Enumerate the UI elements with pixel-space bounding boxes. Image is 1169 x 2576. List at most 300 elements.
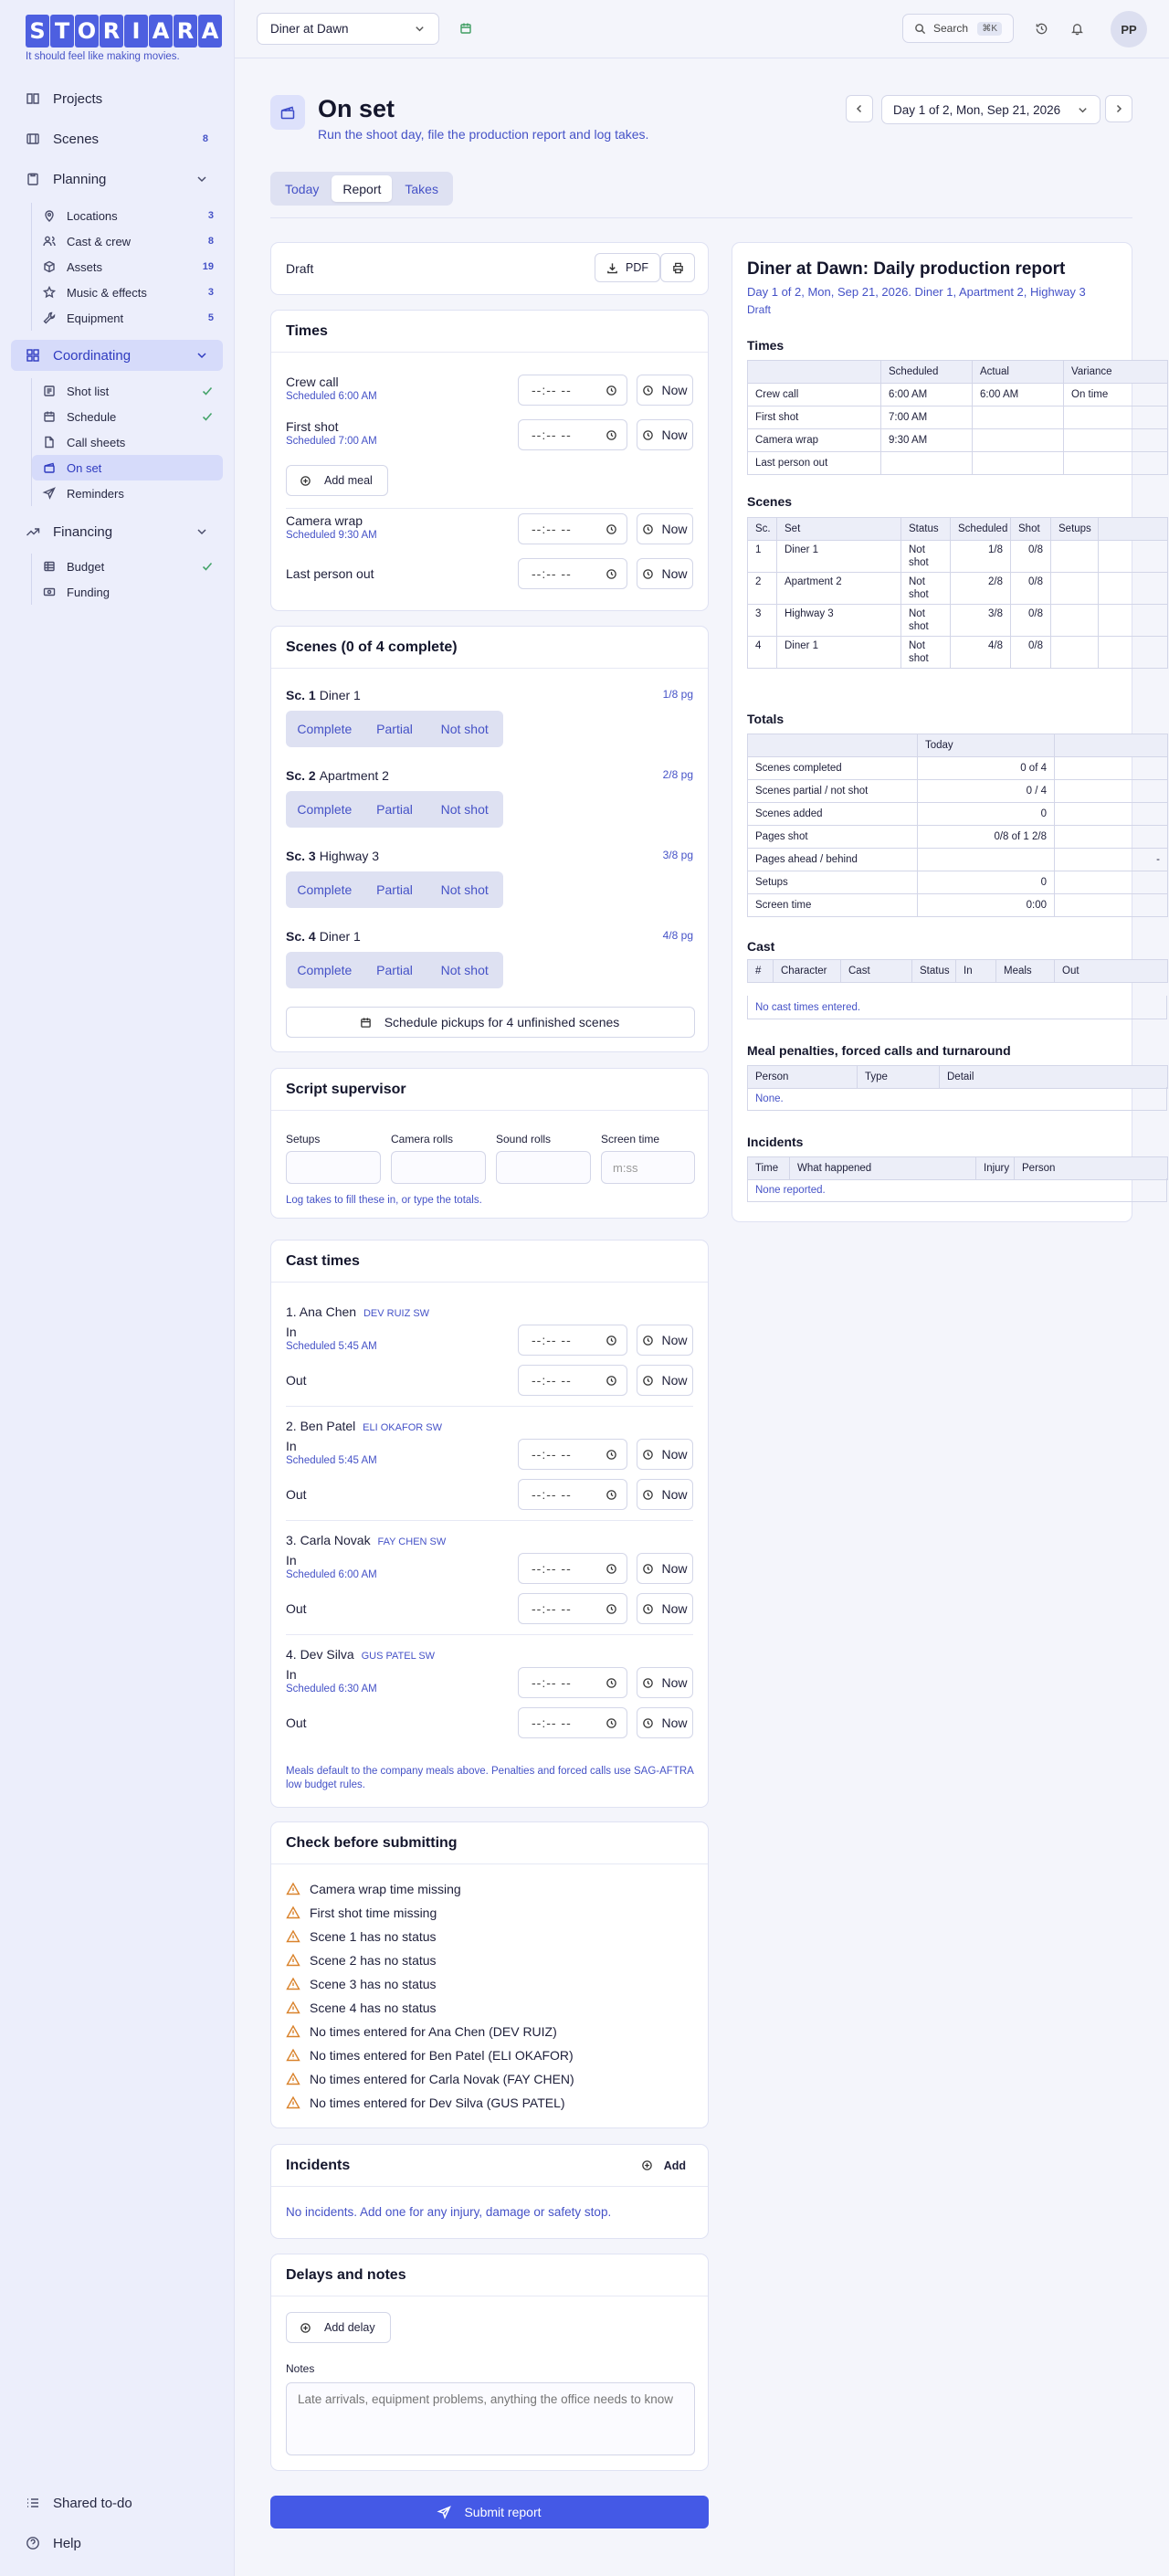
table-row xyxy=(748,452,1168,475)
sidebar-section-label: Financing xyxy=(53,523,113,540)
clock-icon xyxy=(606,1717,617,1729)
sidebar-item-projects[interactable] xyxy=(11,86,223,111)
warning-triangle-icon xyxy=(286,2024,300,2039)
table-cell xyxy=(1051,541,1099,573)
table-cell xyxy=(1055,826,1168,849)
time-placeholder: --:-- -- xyxy=(532,522,572,536)
map-pin-icon xyxy=(43,209,56,222)
warning-triangle-icon xyxy=(286,2048,300,2063)
previous-day-button[interactable] xyxy=(846,95,873,122)
warning-triangle-icon xyxy=(286,1953,300,1968)
cast-out-row xyxy=(286,1707,693,1740)
table-cell xyxy=(1055,894,1168,917)
sidebar-section-financing[interactable] xyxy=(11,519,223,544)
report-totals-title: Totals xyxy=(747,712,785,726)
table-header: Sc. xyxy=(748,518,777,541)
table-cell: Scenes completed xyxy=(748,757,918,780)
users-icon xyxy=(43,235,56,248)
table-cell: Not shot xyxy=(901,573,951,605)
cast-actor-name: DEV RUIZ SW xyxy=(363,1308,430,1319)
time-scheduled: Scheduled 6:00 AM xyxy=(286,391,377,402)
table-header-row xyxy=(748,518,1168,541)
sidebar-item-funding[interactable] xyxy=(32,579,223,605)
setups-input[interactable] xyxy=(286,1151,381,1184)
calendar-icon[interactable] xyxy=(459,22,472,35)
now-label: Now xyxy=(661,1333,688,1347)
time-placeholder: --:-- -- xyxy=(532,566,572,581)
calendar-icon xyxy=(43,410,56,423)
sidebar-item-music-effects[interactable] xyxy=(32,280,223,305)
scene-status-segmented xyxy=(286,871,503,908)
cast-in-row xyxy=(286,1553,693,1589)
time-placeholder: --:-- -- xyxy=(532,1333,572,1347)
download-icon xyxy=(606,262,618,274)
checks-list xyxy=(286,1877,695,2115)
camera-wrap-time-input[interactable] xyxy=(518,513,627,544)
page-title: On set xyxy=(318,95,395,122)
star-icon xyxy=(43,286,56,299)
search-label: Search xyxy=(933,22,969,35)
table-row xyxy=(748,871,1168,894)
time-placeholder: --:-- -- xyxy=(532,1601,572,1616)
document-icon xyxy=(43,436,56,449)
table-cell: Scenes added xyxy=(748,803,918,826)
table-header: Type xyxy=(858,1066,940,1089)
status-not-shot[interactable]: Not shot xyxy=(440,963,489,977)
warning-triangle-icon xyxy=(286,2096,300,2110)
next-day-button[interactable] xyxy=(1105,95,1132,122)
sidebar-item-help[interactable] xyxy=(11,2530,223,2556)
table-cell: Setups xyxy=(748,871,918,894)
cast-out-row xyxy=(286,1479,693,1512)
table-header: Actual xyxy=(973,361,1064,384)
table-cell xyxy=(881,452,973,475)
report-status-bar xyxy=(270,242,709,295)
scene-number: Sc. 1 xyxy=(286,688,316,702)
status-partial[interactable]: Partial xyxy=(376,963,413,977)
sidebar-item-label: Projects xyxy=(53,90,103,107)
table-header: Person xyxy=(748,1066,858,1089)
clock-icon xyxy=(642,385,654,396)
sidebar-item-scenes[interactable] xyxy=(11,126,223,152)
table-row xyxy=(748,803,1168,826)
plus-circle-icon xyxy=(300,475,311,487)
cast-in-label: In xyxy=(286,1325,297,1339)
clock-icon xyxy=(642,1717,654,1729)
cast-out-now-button[interactable] xyxy=(637,1593,693,1624)
time-row-first-shot xyxy=(286,419,693,456)
check-text: Scene 2 has no status xyxy=(310,1953,437,1968)
table-cell: First shot xyxy=(748,406,881,429)
sidebar-section-planning[interactable] xyxy=(11,166,223,192)
sidebar-section-label: Planning xyxy=(53,171,107,187)
clapperboard-icon xyxy=(43,461,56,474)
table-cell: 3/8 xyxy=(951,605,1011,637)
incidents-title-label: Incidents xyxy=(286,2157,351,2173)
clock-icon xyxy=(606,1375,617,1387)
divider xyxy=(286,508,693,509)
cast-actor-name: FAY CHEN SW xyxy=(377,1536,447,1547)
now-label: Now xyxy=(661,1447,688,1462)
time-scheduled: Scheduled 7:00 AM xyxy=(286,436,377,447)
cast-out-now-button[interactable] xyxy=(637,1707,693,1738)
field-label: Sound rolls xyxy=(496,1133,552,1145)
table-cell: 1 xyxy=(748,541,777,573)
report-status: Draft xyxy=(747,303,772,316)
add-incident-button[interactable] xyxy=(634,2152,693,2180)
check-item xyxy=(286,2020,695,2043)
locations-count: 3 xyxy=(207,210,214,221)
cast-out-time-input[interactable] xyxy=(518,1593,627,1624)
check-item xyxy=(286,2091,695,2115)
sidebar-item-label: Budget xyxy=(67,559,105,574)
cast-in-time-input[interactable] xyxy=(518,1553,627,1584)
submit-report-button[interactable] xyxy=(270,2496,709,2528)
clock-icon xyxy=(642,429,654,441)
time-label: Crew call xyxy=(286,375,339,389)
sidebar-item-label: Scenes xyxy=(53,131,100,147)
camera-rolls-input[interactable] xyxy=(391,1151,486,1184)
table-header: What happened xyxy=(790,1157,976,1180)
table-cell: 4 xyxy=(748,637,777,669)
report-penalties-empty: None. xyxy=(747,1087,1167,1111)
status-complete[interactable]: Complete xyxy=(297,963,353,977)
tab-takes[interactable]: Takes xyxy=(405,181,438,196)
add-meal-button[interactable] xyxy=(286,465,388,496)
clock-icon xyxy=(606,568,617,580)
cast-out-label: Out xyxy=(286,1601,307,1616)
last-person-out-time-input[interactable] xyxy=(518,558,627,589)
now-label: Now xyxy=(661,1716,688,1730)
book-icon xyxy=(26,91,40,106)
project-select[interactable] xyxy=(257,13,439,45)
sidebar-section-label: Coordinating xyxy=(53,347,132,364)
table-cell xyxy=(1064,406,1168,429)
table-cell xyxy=(918,849,1055,871)
table-cell: 7:00 AM xyxy=(881,406,973,429)
cast-in-time-input[interactable] xyxy=(518,1325,627,1356)
check-item xyxy=(286,1948,695,1972)
now-label: Now xyxy=(661,383,688,397)
banknote-icon xyxy=(43,586,56,598)
sidebar-item-on-set[interactable] xyxy=(32,455,223,480)
chevron-down-icon xyxy=(414,23,426,35)
status-partial[interactable]: Partial xyxy=(376,722,413,736)
now-label: Now xyxy=(661,522,688,536)
day-select[interactable] xyxy=(881,95,1101,124)
cast-header xyxy=(286,1419,442,1433)
status-partial[interactable]: Partial xyxy=(376,802,413,817)
cast-out-time-input[interactable] xyxy=(518,1479,627,1510)
divider xyxy=(286,1634,693,1635)
report-cast-table xyxy=(747,959,1168,983)
sidebar-item-schedule[interactable] xyxy=(32,404,223,429)
first-shot-now-button[interactable] xyxy=(637,419,693,450)
table-cell: Highway 3 xyxy=(777,605,901,637)
clock-icon xyxy=(642,1603,654,1615)
scene-pages: 2/8 pg xyxy=(662,768,693,781)
check-before-submitting-card xyxy=(270,1821,709,2128)
check-icon xyxy=(201,560,214,573)
scene-number: Sc. 4 xyxy=(286,929,316,944)
divider xyxy=(286,1520,693,1521)
time-row-last-person-out xyxy=(286,558,693,595)
table-header: Scheduled xyxy=(951,518,1011,541)
table-header-row xyxy=(748,1066,1168,1089)
sidebar-item-label: Shot list xyxy=(67,384,110,398)
help-circle-icon xyxy=(26,2536,40,2550)
incidents-empty: No incidents. Add one for any injury, damage or safety stop. xyxy=(286,2205,612,2219)
print-button[interactable] xyxy=(660,253,695,282)
check-item xyxy=(286,1877,695,1901)
incidents-card xyxy=(270,2144,709,2239)
report-incidents-empty: None reported. xyxy=(747,1178,1167,1202)
submit-report-label: Submit report xyxy=(464,2505,542,2519)
plus-circle-icon xyxy=(641,2159,653,2171)
check-item xyxy=(286,1925,695,1948)
clock-icon xyxy=(606,1563,617,1575)
cast-in-now-button[interactable] xyxy=(637,1667,693,1698)
table-cell: 0 of 4 xyxy=(918,757,1055,780)
check-item xyxy=(286,1972,695,1996)
cast-actor-name: ELI OKAFOR SW xyxy=(363,1422,442,1433)
table-cell: Pages shot xyxy=(748,826,918,849)
pdf-label: PDF xyxy=(626,261,648,274)
table-cell: 2 xyxy=(748,573,777,605)
scene-name: Diner 1 xyxy=(319,688,361,702)
scene-pages: 1/8 pg xyxy=(662,688,693,701)
status-partial[interactable]: Partial xyxy=(376,882,413,897)
table-row xyxy=(748,429,1168,452)
table-cell xyxy=(1051,573,1099,605)
status-not-shot[interactable]: Not shot xyxy=(440,882,489,897)
table-cell xyxy=(1099,605,1168,637)
checks-title: Check before submitting xyxy=(271,1822,708,1864)
notes-label: Notes xyxy=(286,2362,315,2375)
cast-header xyxy=(286,1533,446,1547)
sidebar-item-assets[interactable] xyxy=(32,254,223,280)
status-complete[interactable]: Complete xyxy=(297,882,353,897)
clock-icon xyxy=(606,385,617,396)
cast-in-now-button[interactable] xyxy=(637,1553,693,1584)
plus-circle-icon xyxy=(300,2322,311,2334)
table-header: Detail xyxy=(940,1066,1168,1089)
pdf-button[interactable] xyxy=(595,253,660,282)
table-header: Cast xyxy=(841,960,912,983)
table-cell: Apartment 2 xyxy=(777,573,901,605)
cast-times-card xyxy=(270,1240,709,1808)
clapperboard-icon xyxy=(279,104,296,121)
page-subtitle: Run the shoot day, file the production report and log takes. xyxy=(318,127,649,142)
bell-icon[interactable] xyxy=(1070,22,1084,36)
sidebar-item-shared-todo[interactable] xyxy=(11,2490,223,2516)
add-meal-label: Add meal xyxy=(324,474,373,487)
table-cell: 9:30 AM xyxy=(881,429,973,452)
sidebar-item-label: Help xyxy=(53,2535,81,2551)
delays-title: Delays and notes xyxy=(271,2254,708,2296)
table-header: Today xyxy=(918,734,1055,757)
check-text: Scene 1 has no status xyxy=(310,1929,437,1944)
cast-out-row xyxy=(286,1365,693,1398)
cast-scheduled: Scheduled 5:45 AM xyxy=(286,1455,377,1466)
history-icon[interactable] xyxy=(1035,22,1048,36)
warning-triangle-icon xyxy=(286,1906,300,1920)
table-row xyxy=(748,780,1168,803)
table-cell: On time xyxy=(1064,384,1168,406)
cast-character-name: 2. Ben Patel xyxy=(286,1419,356,1433)
first-shot-time-input[interactable] xyxy=(518,419,627,450)
cast-out-now-button[interactable] xyxy=(637,1365,693,1396)
status-not-shot[interactable]: Not shot xyxy=(440,802,489,817)
table-cell xyxy=(1099,637,1168,669)
table-header: Setups xyxy=(1051,518,1099,541)
table-cell xyxy=(1099,573,1168,605)
sidebar-section-coordinating[interactable] xyxy=(11,340,223,371)
table-header: Time xyxy=(748,1157,790,1180)
calendar-icon xyxy=(360,1017,372,1029)
tab-today[interactable]: Today xyxy=(285,181,320,196)
now-label: Now xyxy=(661,566,688,581)
report-title: Diner at Dawn: Daily production report xyxy=(747,259,1066,279)
time-placeholder: --:-- -- xyxy=(532,1487,572,1502)
sidebar-item-label: Call sheets xyxy=(67,435,126,449)
clock-icon xyxy=(642,1563,654,1575)
table-cell xyxy=(973,452,1064,475)
search-shortcut: ⌘K xyxy=(977,22,1002,36)
field-label: Setups xyxy=(286,1133,321,1145)
add-delay-button[interactable] xyxy=(286,2312,391,2343)
clipboard-icon xyxy=(26,172,40,186)
table-cell: 0 xyxy=(918,871,1055,894)
camera-wrap-now-button[interactable] xyxy=(637,513,693,544)
delays-notes-card xyxy=(270,2254,709,2471)
table-cell: Not shot xyxy=(901,605,951,637)
tagline: It should feel like making movies. xyxy=(26,51,180,62)
table-header xyxy=(1099,518,1168,541)
table-header: Character xyxy=(774,960,841,983)
table-header: Injury xyxy=(976,1157,1015,1180)
scene-item xyxy=(286,688,693,747)
warning-triangle-icon xyxy=(286,1977,300,1991)
grid-icon xyxy=(26,348,40,363)
clock-icon xyxy=(642,523,654,535)
sidebar-item-cast-crew[interactable] xyxy=(32,228,223,254)
sidebar-item-reminders[interactable] xyxy=(32,480,223,506)
search-button[interactable] xyxy=(902,14,1014,43)
scene-name: Diner 1 xyxy=(319,929,361,944)
status-complete[interactable]: Complete xyxy=(297,802,353,817)
cast-scheduled: Scheduled 6:00 AM xyxy=(286,1569,377,1580)
crew-call-now-button[interactable] xyxy=(637,375,693,406)
cast-in-label: In xyxy=(286,1553,297,1568)
notes-textarea[interactable] xyxy=(286,2382,695,2455)
table-row xyxy=(748,573,1168,605)
table-cell xyxy=(1064,452,1168,475)
table-cell: Diner 1 xyxy=(777,541,901,573)
check-item xyxy=(286,2043,695,2067)
cast-out-now-button[interactable] xyxy=(637,1479,693,1510)
table-header: Shot xyxy=(1011,518,1051,541)
table-cell xyxy=(973,406,1064,429)
table-cell xyxy=(1055,757,1168,780)
table-header-row xyxy=(748,361,1168,384)
cast-in-label: In xyxy=(286,1439,297,1453)
cast-out-time-input[interactable] xyxy=(518,1707,627,1738)
schedule-pickups-label: Schedule pickups for 4 unfinished scenes xyxy=(384,1015,620,1029)
cast-in-time-input[interactable] xyxy=(518,1667,627,1698)
table-row xyxy=(748,384,1168,406)
table-header xyxy=(748,361,881,384)
report-status: Draft xyxy=(286,261,314,276)
cast-in-time-input[interactable] xyxy=(518,1439,627,1470)
table-cell: 0 / 4 xyxy=(918,780,1055,803)
sidebar-item-budget[interactable] xyxy=(32,554,223,579)
table-header-row xyxy=(748,1157,1168,1180)
avatar[interactable]: PP xyxy=(1111,11,1147,48)
times-card xyxy=(270,310,709,611)
table-cell: Not shot xyxy=(901,637,951,669)
script-supervisor-hint: Log takes to fill these in, or type the totals. xyxy=(286,1195,482,1206)
table-cell: Camera wrap xyxy=(748,429,881,452)
table-cell: Last person out xyxy=(748,452,881,475)
warning-triangle-icon xyxy=(286,1929,300,1944)
financing-subnav xyxy=(31,554,223,605)
last-person-out-now-button[interactable] xyxy=(637,558,693,589)
table-header: Scheduled xyxy=(881,361,973,384)
table-row xyxy=(748,826,1168,849)
warning-triangle-icon xyxy=(286,2001,300,2015)
cast-in-now-button[interactable] xyxy=(637,1325,693,1356)
table-header: In xyxy=(956,960,996,983)
sidebar-item-call-sheets[interactable] xyxy=(32,429,223,455)
script-supervisor-title: Script supervisor xyxy=(271,1069,708,1111)
equipment-count: 5 xyxy=(207,312,214,323)
table-cell: 0/8 xyxy=(1011,605,1051,637)
cast-out-time-input[interactable] xyxy=(518,1365,627,1396)
spreadsheet-icon xyxy=(43,560,56,573)
table-cell xyxy=(973,429,1064,452)
cast-crew-count: 8 xyxy=(207,236,214,247)
cast-in-label: In xyxy=(286,1667,297,1682)
crew-call-time-input[interactable] xyxy=(518,375,627,406)
table-header: Set xyxy=(777,518,901,541)
status-not-shot[interactable]: Not shot xyxy=(440,722,489,736)
screen-time-input[interactable]: m:ss xyxy=(601,1151,695,1184)
table-header: Status xyxy=(912,960,956,983)
check-item xyxy=(286,1996,695,2020)
time-row-crew-call xyxy=(286,375,693,411)
table-cell: 6:00 AM xyxy=(973,384,1064,406)
status-complete[interactable]: Complete xyxy=(297,722,353,736)
sound-rolls-input[interactable] xyxy=(496,1151,591,1184)
sidebar-item-shot-list[interactable] xyxy=(32,378,223,404)
logo[interactable] xyxy=(26,15,222,62)
check-text: No times entered for Ana Chen (DEV RUIZ) xyxy=(310,2024,557,2039)
sidebar-item-equipment[interactable] xyxy=(32,305,223,331)
report-times-table xyxy=(747,360,1168,475)
table-cell: 1/8 xyxy=(951,541,1011,573)
printer-icon xyxy=(672,262,684,274)
schedule-pickups-button[interactable] xyxy=(286,1007,695,1038)
time-placeholder: --:-- -- xyxy=(532,1373,572,1388)
clock-icon xyxy=(606,1335,617,1346)
warning-triangle-icon xyxy=(286,2072,300,2086)
divider xyxy=(270,217,1132,218)
cast-in-now-button[interactable] xyxy=(637,1439,693,1470)
sidebar-item-locations[interactable] xyxy=(32,203,223,228)
on-set-tabs xyxy=(270,172,453,206)
tab-report[interactable]: Report xyxy=(332,175,392,202)
